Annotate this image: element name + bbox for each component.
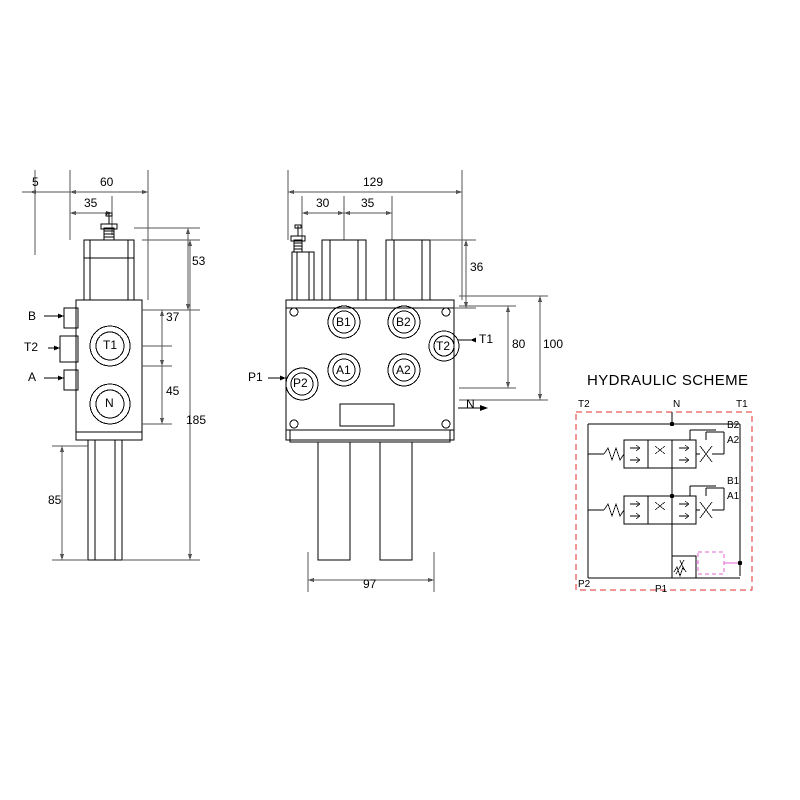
dim-35: 35 <box>84 196 98 210</box>
port-T2-front: T2 <box>436 339 451 353</box>
scheme-port-B1: B1 <box>727 476 740 487</box>
port-N-front: N <box>466 397 475 411</box>
hydraulic-scheme-title: HYDRAULIC SCHEME <box>587 372 749 389</box>
dim-45: 45 <box>166 384 180 398</box>
dim-35-front: 35 <box>361 196 375 210</box>
port-P1: P1 <box>248 370 263 384</box>
port-A1: A1 <box>336 363 351 377</box>
scheme-port-P1: P1 <box>655 584 668 595</box>
scheme-port-T1: T1 <box>736 399 748 410</box>
port-T2: T2 <box>24 340 39 354</box>
scheme-port-A1: A1 <box>727 491 740 502</box>
dim-85: 85 <box>48 493 62 507</box>
dim-97: 97 <box>363 577 377 591</box>
scheme-port-A2: A2 <box>727 435 740 446</box>
dim-30: 30 <box>316 196 330 210</box>
port-A: A <box>28 370 37 384</box>
dim-80: 80 <box>512 337 526 351</box>
knob-label-N: N <box>105 396 114 410</box>
dim-185: 185 <box>186 413 207 427</box>
dim-129: 129 <box>363 175 384 189</box>
scheme-port-N: N <box>673 399 681 410</box>
port-P2: P2 <box>293 376 308 390</box>
front-view-geometry <box>268 170 548 592</box>
port-B1: B1 <box>336 315 351 329</box>
knob-label-T1: T1 <box>103 338 118 352</box>
dim-36: 36 <box>470 260 484 274</box>
port-T1-front: T1 <box>479 332 494 346</box>
port-B2: B2 <box>396 315 411 329</box>
dim-60: 60 <box>100 175 114 189</box>
dim-5: 5 <box>32 175 39 189</box>
dim-37: 37 <box>166 310 180 324</box>
dim-53: 53 <box>192 254 206 268</box>
dim-100: 100 <box>543 337 564 351</box>
scheme-port-T2: T2 <box>578 399 590 410</box>
scheme-port-B2: B2 <box>727 420 740 431</box>
port-A2: A2 <box>396 363 411 377</box>
scheme-port-P2: P2 <box>578 579 591 590</box>
hydraulic-scheme-geometry <box>576 412 752 590</box>
port-B: B <box>28 309 37 323</box>
